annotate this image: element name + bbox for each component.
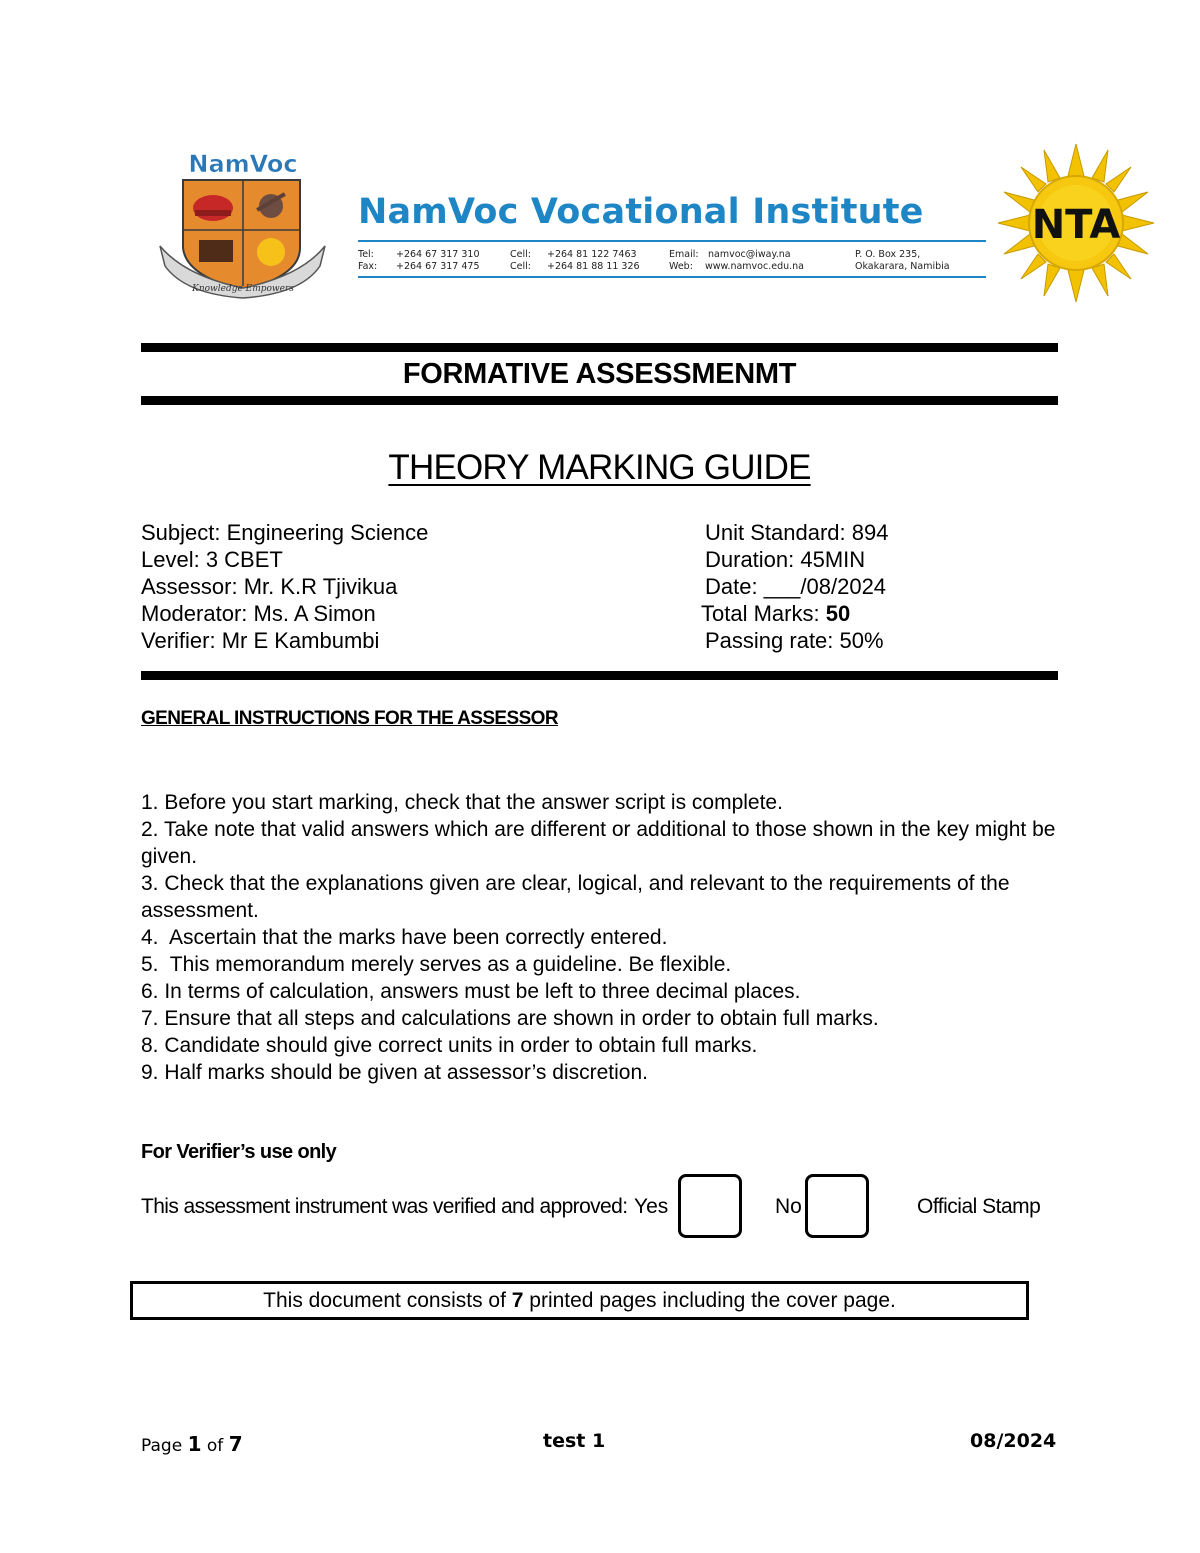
instructions-heading: GENERAL INSTRUCTIONS FOR THE ASSESSOR (141, 708, 558, 729)
fax-label: Fax: (358, 261, 378, 272)
footer-total-pages: 7 (228, 1432, 243, 1456)
assessment-info-right (701, 519, 889, 654)
marking-guide-title-text: THEORY MARKING GUIDE (388, 448, 811, 487)
po-box: P. O. Box 235, (855, 249, 921, 260)
page-count-suffix: printed pages including the cover page. (523, 1289, 896, 1312)
info-rule (141, 671, 1058, 680)
no-label: No (775, 1195, 802, 1218)
instruction-item: 9. Half marks should be given at assessor’s discretion. (141, 1061, 648, 1084)
total-marks-line (701, 600, 888, 627)
footer-current-page: 1 (187, 1432, 202, 1456)
cell-number-1: +264 81 122 7463 (547, 249, 637, 260)
marking-guide-title (141, 448, 1058, 488)
verification-statement: This assessment instrument was verified and approved: (141, 1195, 628, 1218)
no-checkbox[interactable] (805, 1174, 869, 1238)
instruction-item: 8. Candidate should give correct units in order to obtain full marks. (141, 1034, 758, 1057)
footer-date: 08/2024 (970, 1430, 1057, 1452)
total-marks-label: Total Marks: (701, 601, 826, 626)
official-stamp-label: Official Stamp (917, 1195, 1041, 1218)
title-rule-top (141, 343, 1058, 352)
page-count-number: 7 (511, 1289, 524, 1312)
tel-label: Tel: (358, 249, 374, 260)
instructions-list (141, 789, 1061, 1086)
subject-line: Subject: Engineering Science (141, 520, 429, 545)
verifier-heading: For Verifier’s use only (141, 1141, 337, 1163)
yes-label: Yes (634, 1195, 669, 1218)
instruction-item: 3. Check that the explanations given are clear, logical, and relevant to the requirements of the assessment. (141, 872, 1010, 922)
unit-standard-line: Unit Standard: 894 (705, 520, 889, 545)
cell-label-1: Cell: (510, 249, 531, 260)
passing-rate-line: Passing rate: 50% (705, 628, 884, 653)
namvoc-motto: Knowledge Empowers (192, 284, 294, 294)
instruction-item: 1. Before you start marking, check that the answer script is complete. (141, 791, 783, 814)
instruction-item: 5. This memorandum merely serves as a guideline. Be flexible. (141, 953, 732, 976)
cell-number-2: +264 81 88 11 326 (547, 261, 640, 272)
assessment-info-left (141, 519, 428, 654)
assessor-line: Assessor: Mr. K.R Tjivikua (141, 574, 398, 599)
instruction-item: 4. Ascertain that the marks have been correctly entered. (141, 926, 668, 949)
level-line: Level: 3 CBET (141, 547, 283, 572)
duration-line: Duration: 45MIN (705, 547, 866, 572)
web-address: www.namvoc.edu.na (705, 261, 804, 272)
assessment-title: FORMATIVE ASSESSMENMT (402, 358, 797, 390)
header-divider-top (358, 240, 986, 242)
page-count-notice (130, 1281, 1029, 1320)
title-rule-bottom (141, 396, 1058, 405)
instruction-item: 7. Ensure that all steps and calculations are shown in order to obtain full marks. (141, 1007, 879, 1030)
footer-test-name: test 1 (543, 1430, 606, 1452)
header-divider-bottom (358, 276, 986, 278)
moderator-line: Moderator: Ms. A Simon (141, 601, 376, 626)
namvoc-logo-text: NamVoc (188, 150, 298, 178)
instruction-item: 6. In terms of calculation, answers must be left to three decimal places. (141, 980, 801, 1003)
nta-sun-logo (996, 142, 1156, 304)
tel-number: +264 67 317 310 (396, 249, 480, 260)
footer-page-label: Page (141, 1436, 188, 1456)
fax-number: +264 67 317 475 (396, 261, 480, 272)
date-line: Date: ___/08/2024 (705, 574, 887, 599)
web-label: Web: (669, 261, 693, 272)
footer-of-label: of (201, 1436, 229, 1456)
footer-page-number (141, 1432, 243, 1456)
email-address: namvoc@iway.na (708, 249, 791, 260)
email-label: Email: (669, 249, 699, 260)
page-count-prefix: This document consists of (263, 1289, 512, 1312)
yes-checkbox[interactable] (678, 1174, 742, 1238)
institute-name: NamVoc Vocational Institute (358, 192, 924, 232)
verifier-line: Verifier: Mr E Kambumbi (141, 628, 380, 653)
total-marks-value: 50 (825, 601, 851, 626)
namvoc-crest-logo (155, 148, 330, 300)
nta-logo-text: NTA (1031, 202, 1121, 248)
cell-label-2: Cell: (510, 261, 531, 272)
location: Okakarara, Namibia (855, 261, 950, 272)
instruction-item: 2. Take note that valid answers which are different or additional to those shown in the key might be given. (141, 818, 1056, 868)
